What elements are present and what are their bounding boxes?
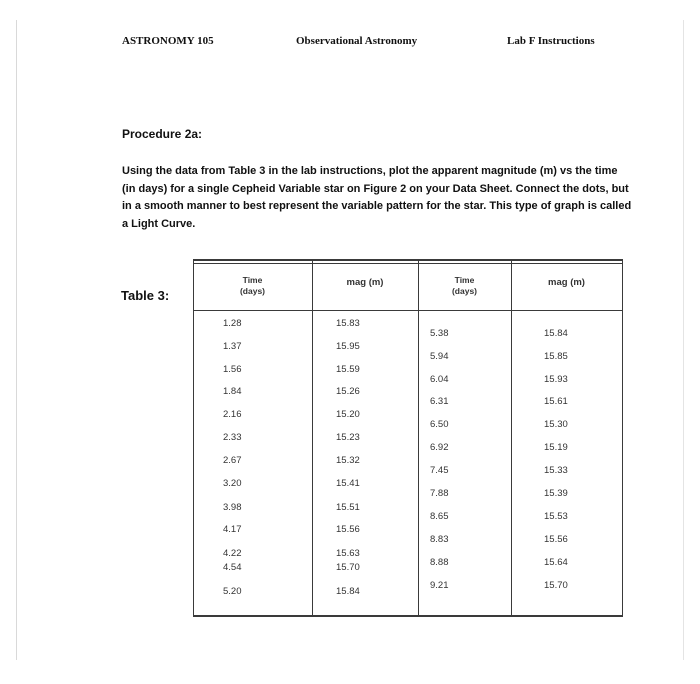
cell-time-right: 6.31 — [430, 396, 449, 407]
cell-mag-left: 15.20 — [336, 409, 360, 420]
cell-time-right: 6.04 — [430, 374, 449, 385]
cell-time-left: 3.98 — [223, 502, 242, 513]
cell-mag-right: 15.33 — [544, 465, 568, 476]
cell-mag-left: 15.26 — [336, 386, 360, 397]
column-header-time-left-label: Time — [242, 275, 263, 285]
cell-mag-left: 15.51 — [336, 502, 360, 513]
page-edge-left — [16, 20, 17, 660]
table-label: Table 3: — [121, 288, 170, 303]
cell-mag-right: 15.39 — [544, 488, 568, 499]
cell-time-left: 1.37 — [223, 341, 242, 352]
cell-time-right: 8.88 — [430, 557, 449, 568]
table-top-rule-inner — [193, 263, 623, 264]
cell-mag-right: 15.61 — [544, 396, 568, 407]
cell-mag-right: 15.53 — [544, 511, 568, 522]
cell-mag-left: 15.70 — [336, 562, 360, 573]
table-top-rule — [193, 259, 623, 261]
table-column-rule — [193, 259, 194, 617]
table-column-rule — [622, 259, 623, 617]
cell-time-left: 4.17 — [223, 524, 242, 535]
cell-mag-left: 15.95 — [336, 341, 360, 352]
cell-mag-right: 15.70 — [544, 580, 568, 591]
table-header-rule — [193, 310, 623, 311]
cell-mag-left: 15.41 — [336, 478, 360, 489]
column-header-time-left — [193, 275, 312, 297]
cell-time-left: 1.84 — [223, 386, 242, 397]
cell-time-left: 2.33 — [223, 432, 242, 443]
table-bottom-rule — [193, 615, 623, 617]
header-course: ASTRONOMY 105 — [122, 35, 214, 47]
cell-mag-left: 15.23 — [336, 432, 360, 443]
table-column-rule — [511, 259, 512, 617]
cell-mag-left: 15.56 — [336, 524, 360, 535]
cell-time-right: 5.94 — [430, 351, 449, 362]
cell-time-left: 5.20 — [223, 586, 242, 597]
header-subject: Observational Astronomy — [296, 35, 418, 47]
cell-time-left: 4.22 — [223, 548, 242, 559]
cell-time-right: 8.65 — [430, 511, 449, 522]
cell-time-left: 2.67 — [223, 455, 242, 466]
cell-mag-left: 15.63 — [336, 548, 360, 559]
cell-mag-right: 15.30 — [544, 419, 568, 430]
procedure-text: Using the data from Table 3 in the lab instructions, plot the apparent magnitude (m) vs the time (in days) for a single Cepheid Variable star on Figure 2 on your Data Sheet. Connect the dots, but in a smooth manner to best represent the variable pattern for the star. This type of graph is called a Light Curve. — [122, 165, 632, 230]
cell-time-right: 9.21 — [430, 580, 449, 591]
cell-mag-right: 15.84 — [544, 328, 568, 339]
cell-time-left: 4.54 — [223, 562, 242, 573]
column-header-time-right-unit: (days) — [451, 286, 478, 296]
cell-mag-left: 15.84 — [336, 586, 360, 597]
column-header-mag-right: mag (m) — [548, 277, 585, 288]
table-column-rule — [418, 259, 419, 617]
column-header-time-right-label: Time — [454, 275, 475, 285]
column-header-time-right — [418, 275, 511, 297]
cell-mag-left: 15.32 — [336, 455, 360, 466]
cell-mag-right: 15.19 — [544, 442, 568, 453]
cell-mag-left: 15.59 — [336, 364, 360, 375]
cell-time-left: 2.16 — [223, 409, 242, 420]
cell-mag-right: 15.93 — [544, 374, 568, 385]
cell-time-right: 6.50 — [430, 419, 449, 430]
cell-mag-right: 15.56 — [544, 534, 568, 545]
table-column-rule — [312, 259, 313, 617]
procedure-title: Procedure 2a: — [122, 127, 203, 141]
cell-mag-right: 15.64 — [544, 557, 568, 568]
cell-time-left: 1.56 — [223, 364, 242, 375]
page-edge-right — [683, 20, 684, 660]
header-document: Lab F Instructions — [507, 35, 595, 47]
column-header-mag-left: mag (m) — [346, 277, 384, 288]
cell-time-right: 6.92 — [430, 442, 449, 453]
cell-time-right: 7.45 — [430, 465, 449, 476]
cell-mag-left: 15.83 — [336, 318, 360, 329]
cell-time-right: 8.83 — [430, 534, 449, 545]
data-table — [193, 259, 623, 617]
cell-mag-right: 15.85 — [544, 351, 568, 362]
column-header-time-left-unit: (days) — [239, 286, 266, 296]
cell-time-right: 5.38 — [430, 328, 449, 339]
cell-time-left: 1.28 — [223, 318, 242, 329]
cell-time-right: 7.88 — [430, 488, 449, 499]
cell-time-left: 3.20 — [223, 478, 242, 489]
